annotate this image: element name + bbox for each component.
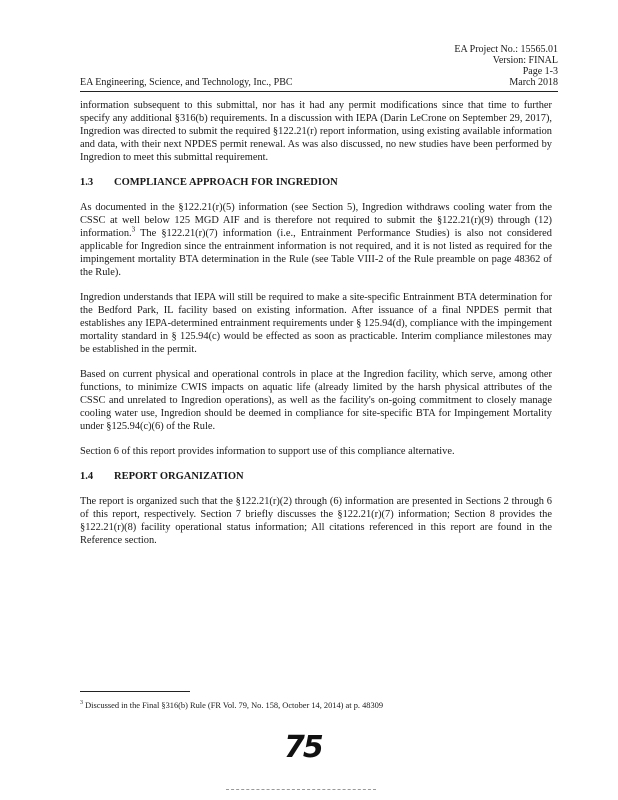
paragraph-compliance-1 (80, 201, 552, 279)
paragraph-text: As documented in the §122.21(r)(5) information (see Section 5), Ingredion withdraws cooling water from the CSSC at well below 125 MGD AIF and is therefore not required to submit the §122.21(r)(9) through (12) information. (80, 202, 552, 239)
header-meta (454, 44, 558, 88)
section-number: 1.4 (80, 471, 94, 482)
section-title: COMPLIANCE APPROACH FOR INGREDION (114, 177, 338, 188)
paragraph-intro-continued: information subsequent to this submittal, nor has it had any permit modifications since that time to further specify any additional §316(b) requirements. In a discussion with IEPA (Darin LeCrone on September 29, 2017), Ingredion was directed to submit the required §122.21(r) report information, using existing available information and data, with their next NPDES permit renewal. As was also discussed, no new studies have been performed by Ingredion to meet this submittal requirement. (80, 100, 552, 163)
paragraph-text: The §122.21(r)(7) information (i.e., Entrainment Performance Studies) is also not considered applicable for Ingredion since the entrainment information is not required, and it is not listed as required for the impingement mortality BTA determination in the Rule (see Table VIII-2 of the Rule preamble on page 48362 of the Rule). (80, 228, 552, 278)
paragraph-compliance-2: Ingredion understands that IEPA will still be required to make a site-specific Entrainment BTA determination for the Bedford Park, IL facility based on existing information. After issuance of a final NPDES permit that establishes any IEPA-determined entrainment requirements under § 125.94(d), compliance with the impingement mortality standard in § 125.94(c) would be effected as soon as practicable. Interim compliance milestones may be established in the permit. (80, 292, 552, 355)
footnote-text: Discussed in the Final §316(b) Rule (FR Vol. 79, No. 158, October 14, 2014) at p. 48309 (83, 700, 384, 710)
section-heading-1-4 (80, 470, 552, 483)
section-title: REPORT ORGANIZATION (114, 471, 244, 482)
paragraph-compliance-3: Based on current physical and operational controls in place at the Ingredion facility, which serve, among other functions, to minimize CWIS impacts on aquatic life (already limited by the harsh physical attributes of the CSSC and unrelated to Ingredion operations), as well as the facility's on-going commitment to closely manage cooling water use, Ingredion should be deemed in compliance for site-specific BTA for Impingement Mortality under §125.94(c)(6) of the Rule. (80, 369, 552, 432)
handwritten-page-number: 75 (284, 730, 322, 765)
footnote (80, 698, 552, 711)
paragraph-compliance-4: Section 6 of this report provides information to support use of this compliance alternative. (80, 446, 455, 457)
report-date: March 2018 (509, 77, 558, 88)
paragraph-organization: The report is organized such that the §122.21(r)(2) through (6) information are presented in Sections 2 through 6 of this report, respectively. Section 7 briefly discusses the §122.21(r)(7) information; Section 8 provides the §122.21(r)(8) facility operational status information; All citations referenced in this report are found in the Reference section. (80, 496, 552, 546)
project-number: EA Project No.: 15565.01 (454, 44, 558, 55)
page-number: Page 1-3 (522, 66, 558, 77)
footnote-reference: 3 (131, 225, 136, 234)
version-label: Version: FINAL (492, 55, 558, 66)
scan-artifact-line (226, 789, 376, 790)
footnote-mark: 3 (80, 700, 83, 706)
footnote-divider (80, 691, 190, 692)
header-divider (80, 91, 558, 92)
document-body (80, 99, 552, 559)
company-name: EA Engineering, Science, and Technology, Inc., PBC (80, 77, 293, 88)
section-heading-1-3 (80, 176, 552, 189)
section-number: 1.3 (80, 177, 94, 188)
